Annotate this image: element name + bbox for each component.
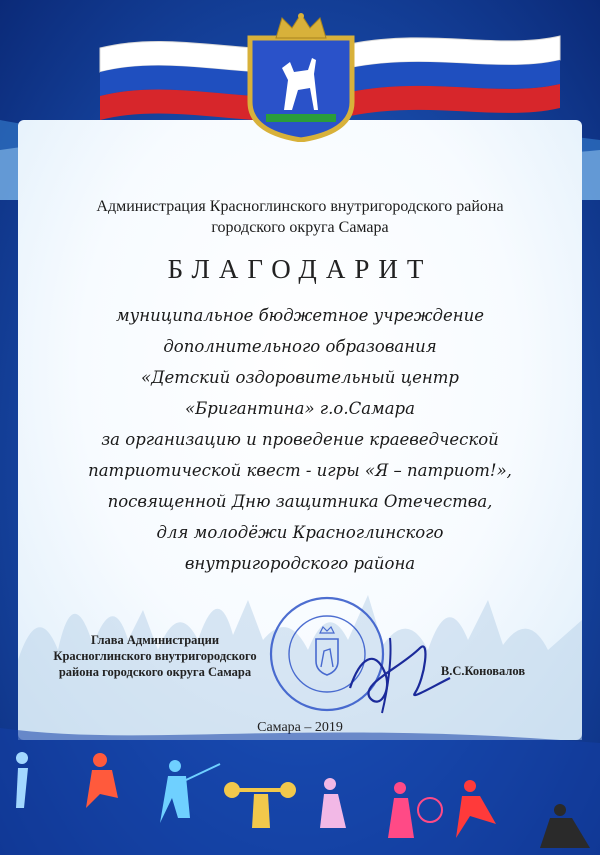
signatory-position xyxy=(40,632,270,680)
signatory-position-line-2: Красноглинского внутригородского xyxy=(53,649,257,663)
body-line-3: «Детский оздоровительный центр xyxy=(141,368,459,387)
sports-icons-band xyxy=(0,728,600,855)
body-line-9: внутригородского района xyxy=(184,554,416,573)
signatory-position-line-1: Глава Администрации xyxy=(90,633,220,647)
issuer-line-2: городского округа Самара xyxy=(211,219,389,236)
samara-coat-of-arms-emblem xyxy=(246,10,356,142)
body-line-7: посвященной Дню защитника Отечества, xyxy=(107,492,493,511)
place-and-year: Самара – 2019 xyxy=(257,720,343,735)
body-line-8: для молодёжи Красноглинского xyxy=(156,523,444,542)
issuer-line-1: Администрация Красноглинского внутригородского района xyxy=(96,198,504,215)
body-line-5: за организацию и проведение краеведческой xyxy=(101,430,499,449)
issuer-block xyxy=(30,196,570,238)
body-text xyxy=(30,300,570,579)
signatory-name: В.С.Коновалов xyxy=(440,664,526,678)
body-line-6: патриотической квест - игры «Я – патриот!», xyxy=(88,461,512,480)
body-line-2: дополнительного образования xyxy=(163,337,437,356)
signatory-position-line-3: района городского округа Самара xyxy=(58,665,252,679)
body-line-4: «Бригантина» г.о.Самара xyxy=(185,399,415,418)
page-title: БЛАГОДАРИТ xyxy=(167,254,433,284)
body-line-1: муниципальное бюджетное учреждение xyxy=(115,306,485,325)
